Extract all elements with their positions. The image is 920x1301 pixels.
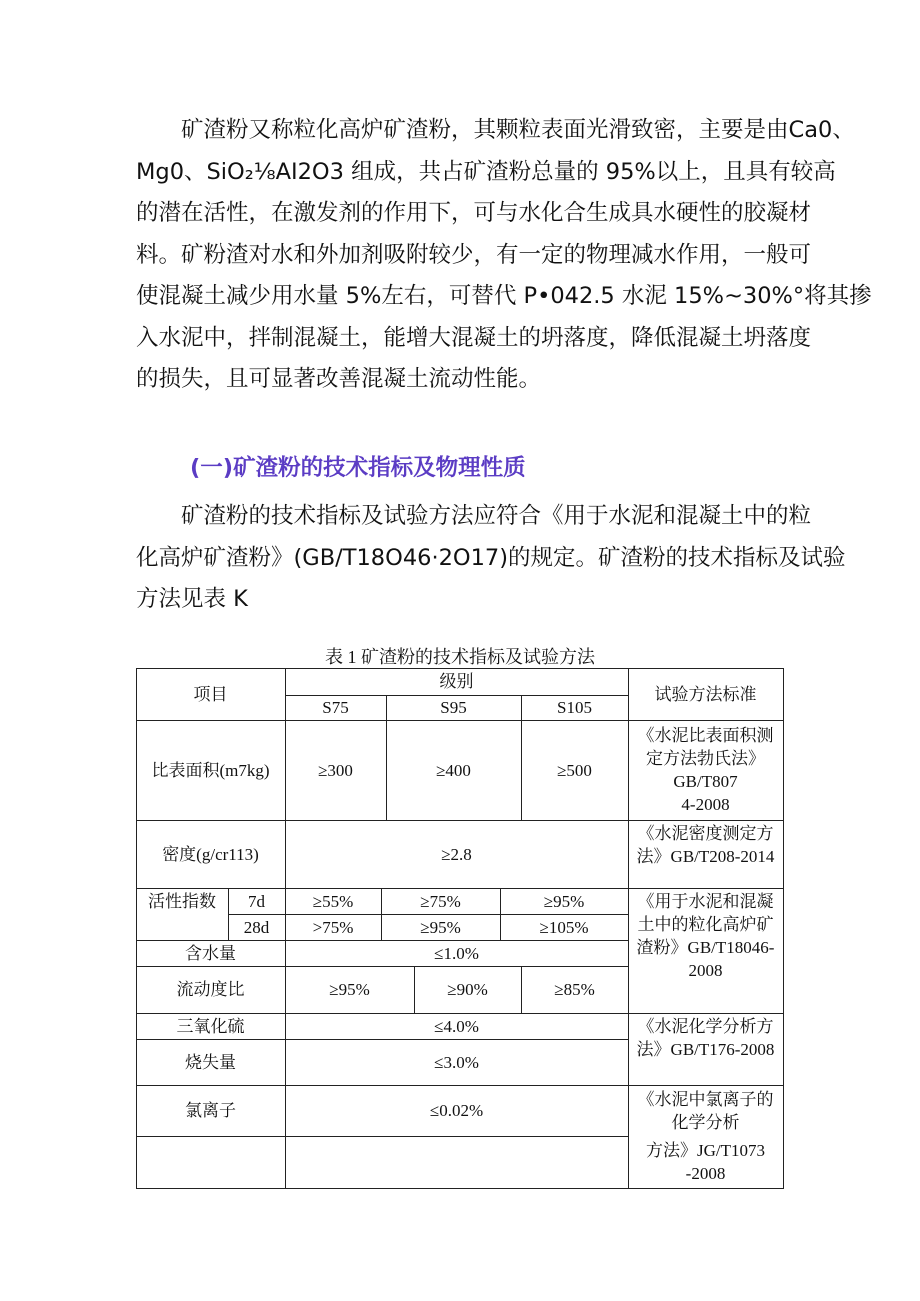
method-line: 定方法勃氏法》 [646, 749, 765, 768]
header-grade: 级别 [439, 672, 474, 691]
intro-line: 使混凝土减少用水量 5%左右，可替代 P•042.5 水泥 15%~30%°将其掺 [136, 283, 872, 309]
specific-surface-s105: ≥500 [557, 760, 592, 780]
activity-7d-s105: ≥95% [543, 891, 585, 911]
water-content-value: ≤1.0% [434, 943, 479, 963]
method-line: 《水泥密度测定方 [637, 824, 774, 843]
method-line: 法》GB/T176-2008 [636, 1040, 775, 1059]
last-row-method [628, 1136, 783, 1188]
chloride-value: ≤0.02% [429, 1101, 484, 1120]
chemistry-method [628, 1013, 783, 1085]
header-method: 试验方法标准 [654, 684, 757, 704]
method-line: 土中的粒化高炉矿 [637, 915, 774, 934]
last-row-label [136, 1136, 285, 1188]
method-line: -2008 [685, 1164, 726, 1183]
table-border [783, 668, 784, 1189]
chloride-method [628, 1085, 783, 1136]
header-s105: S105 [557, 698, 592, 717]
specific-surface-s75: ≥300 [318, 760, 353, 780]
method-line: 方法》JG/T1073 [646, 1141, 765, 1160]
method-line: 4-2008 [681, 795, 730, 814]
method-line: 《用于水泥和混凝 [637, 892, 774, 911]
section-heading: (一)矿渣粉的技术指标及物理性质 [190, 455, 526, 481]
activity-7d-s75: ≥55% [312, 891, 354, 911]
activity-age-7d: 7d [248, 891, 265, 911]
method-line: 渣粉》GB/T18046- [636, 938, 775, 957]
intro-line: 料。矿粉渣对水和外加剂吸附较少，有一定的物理减水作用，一般可 [136, 241, 812, 268]
density-value: ≥2.8 [441, 844, 472, 864]
density-method [628, 820, 783, 888]
intro-line: Mg0、SiO₂⅛AI2O3 组成，共占矿渣粉总量的 95%以上，且具有较高 [136, 158, 836, 185]
row-label-flow-ratio: 流动度比 [176, 980, 245, 999]
method-line: 《水泥中氯离子的 [637, 1089, 774, 1109]
spec-line: 矿渣粉的技术指标及试验方法应符合《用于水泥和混凝土中的粒 [181, 503, 812, 529]
activity-28d-s95: ≥95% [420, 917, 461, 937]
header-s75: S75 [322, 698, 349, 717]
method-line: 《水泥比表面积测 [637, 726, 774, 745]
spec-line: 方法见表 K [136, 586, 248, 612]
method-line: 化学分析 [671, 1112, 740, 1132]
so3-value: ≤4.0% [434, 1016, 479, 1036]
flow-ratio-s105: ≥85% [554, 980, 595, 999]
spec-paragraph [136, 496, 846, 621]
flow-ratio-s75: ≥95% [329, 980, 370, 999]
table-border [136, 1188, 783, 1189]
intro-line: 的损失，且可显著改善混凝土流动性能。 [136, 366, 542, 392]
intro-paragraph [136, 110, 872, 401]
specific-surface-method [628, 720, 783, 820]
specific-surface-s95: ≥400 [436, 760, 471, 780]
method-line: 《水泥化学分析方 [637, 1017, 774, 1036]
row-label-loss-on-ignition: 烧失量 [185, 1052, 236, 1072]
row-label-water-content: 含水量 [185, 943, 236, 963]
table-caption: 表 1 矿渣粉的技术指标及试验方法 [325, 647, 595, 667]
activity-28d-s75: >75% [312, 917, 354, 937]
intro-line: 的潜在活性，在激发剂的作用下，可与水化合生成具水硬性的胶凝材 [136, 200, 812, 226]
row-label-so3: 三氧化硫 [176, 1016, 245, 1036]
loss-on-ignition-value: ≤3.0% [434, 1052, 479, 1072]
last-row-value [285, 1136, 628, 1188]
intro-line: 入水泥中，拌制混凝土，能增大混凝土的坍落度，降低混凝土坍落度 [136, 324, 812, 351]
row-label-activity-index: 活性指数 [148, 891, 216, 911]
row-label-density: 密度(g/cr113) [162, 844, 259, 864]
header-item: 项目 [193, 684, 228, 704]
row-label-chloride: 氯离子 [185, 1101, 236, 1120]
row-label-specific-surface: 比表面积(m7kg) [151, 760, 270, 780]
flow-ratio-s95: ≥90% [447, 980, 488, 999]
method-line: 2008 [688, 961, 723, 980]
spec-line: 化高炉矿渣粉》(GB/T18O46·2O17)的规定。矿渣粉的技术指标及试验 [136, 544, 846, 571]
activity-age-28d: 28d [243, 917, 270, 937]
method-line: 法》GB/T208-2014 [636, 847, 775, 866]
activity-method [628, 888, 783, 1013]
activity-28d-s105: ≥105% [539, 917, 589, 937]
activity-7d-s95: ≥75% [420, 891, 461, 911]
header-s95: S95 [440, 698, 467, 717]
method-line: GB/T807 [673, 772, 738, 791]
intro-line: 矿渣粉又称粒化高炉矿渣粉，其颗粒表面光滑致密，主要是由Ca0、 [181, 117, 855, 143]
